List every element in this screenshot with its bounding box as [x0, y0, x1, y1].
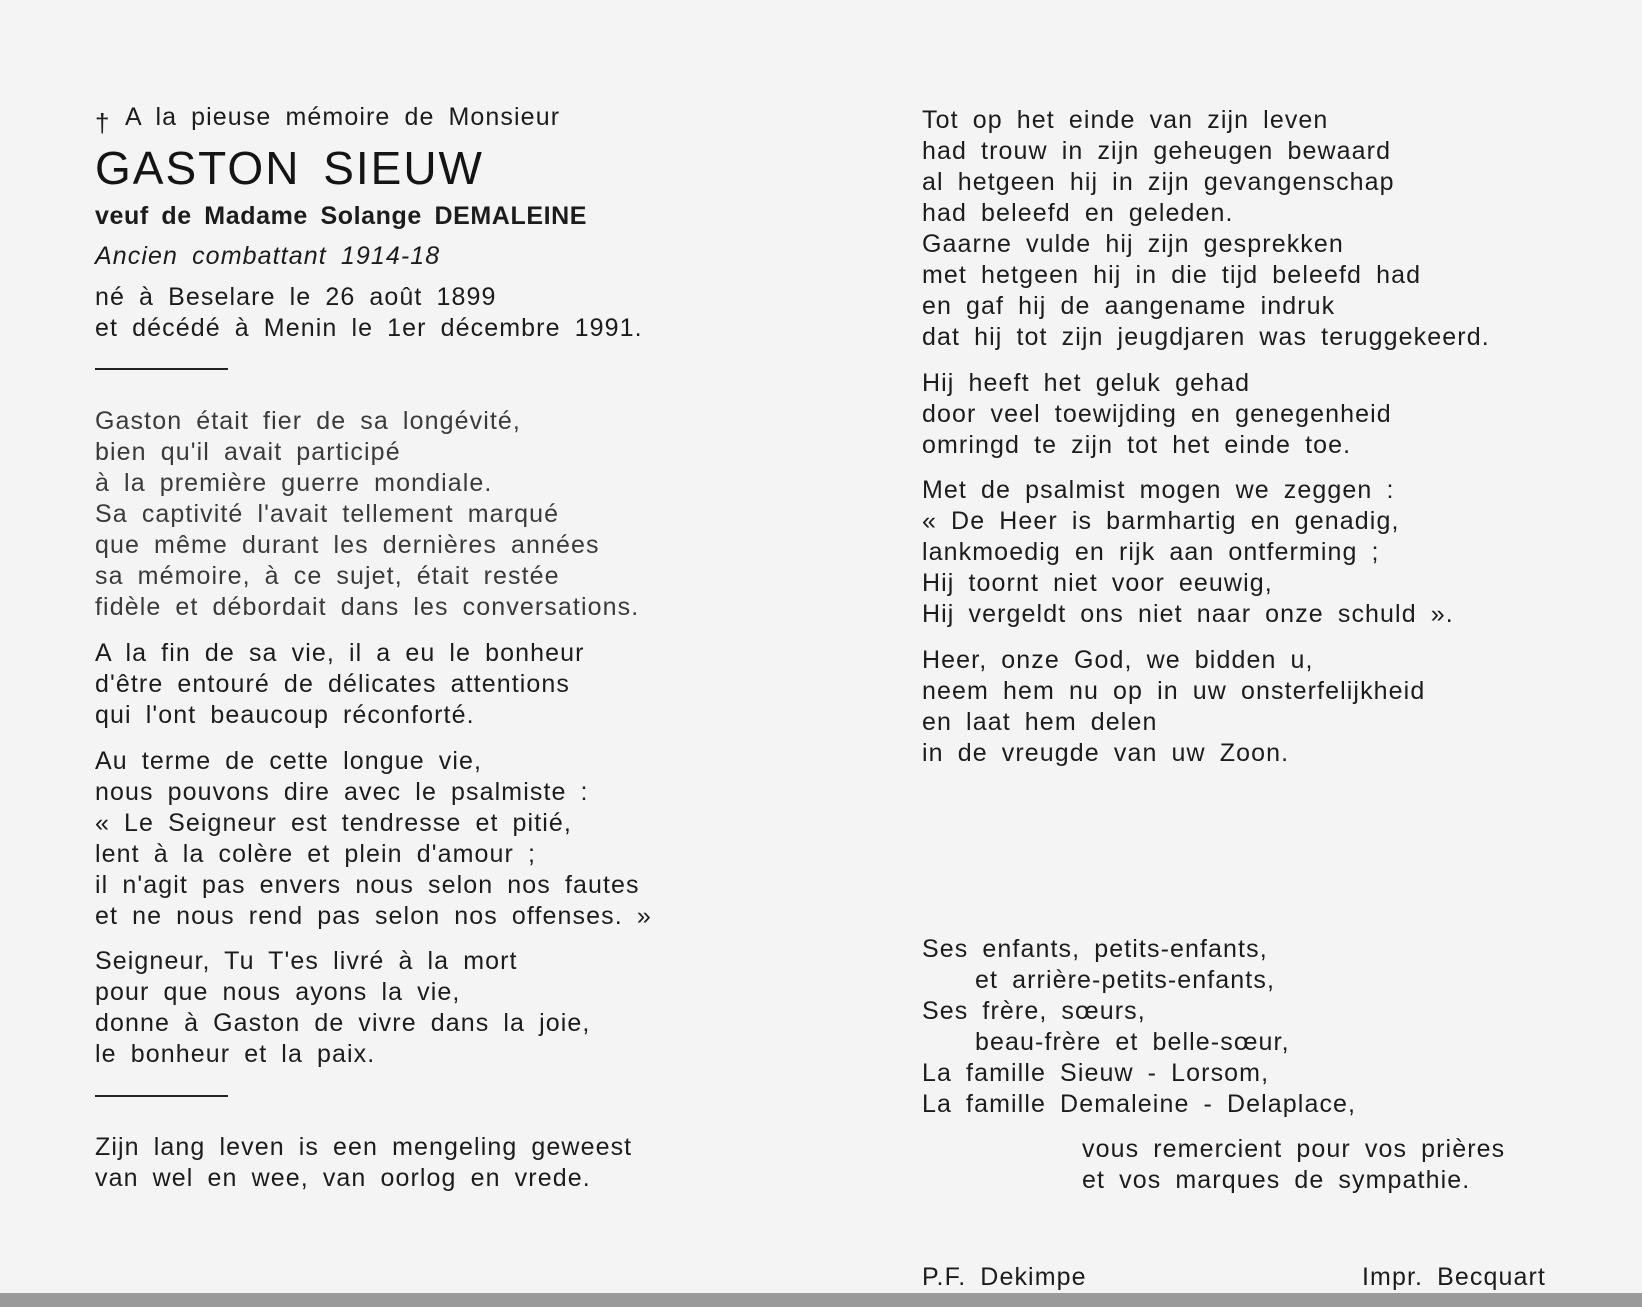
- author-credit: P.F. Dekimpe: [922, 1263, 1087, 1291]
- left-p2-line: A la fin de sa vie, il a eu le bonheur: [95, 639, 585, 667]
- right-p2-line: omringd te zijn tot het einde toe.: [922, 431, 1352, 459]
- right-p3-line: lankmoedig en rijk aan ontferming ;: [922, 538, 1380, 566]
- right-p4-line: en laat hem delen: [922, 708, 1158, 736]
- left-p3-line: lent à la colère et plein d'amour ;: [95, 840, 537, 868]
- left-p4-line: pour que nous ayons la vie,: [95, 978, 461, 1006]
- left-p1-line: fidèle et débordait dans les conversations.: [95, 593, 640, 621]
- family-line: La famille Sieuw - Lorsom,: [922, 1059, 1270, 1087]
- left-footer-line: van wel en wee, van oorlog en vrede.: [95, 1164, 591, 1192]
- deceased-name: GASTON SIEUW: [95, 142, 484, 194]
- divider-rule: [95, 1095, 228, 1097]
- family-line: beau-frère et belle-sœur,: [975, 1028, 1290, 1056]
- right-p3-line: Hij toornt niet voor eeuwig,: [922, 569, 1273, 597]
- right-p2-line: Hij heeft het geluk gehad: [922, 369, 1251, 397]
- left-p1-line: Gaston était fier de sa longévité,: [95, 407, 521, 435]
- cross-icon: †: [95, 108, 110, 138]
- right-p3-line: « De Heer is barmhartig en genadig,: [922, 507, 1400, 535]
- left-p2-line: qui l'ont beaucoup réconforté.: [95, 701, 475, 729]
- right-p1-line: dat hij tot zijn jeugdjaren was teruggekeerd.: [922, 323, 1490, 351]
- right-p1-line: al hetgeen hij in zijn gevangenschap: [922, 168, 1395, 196]
- left-p1-line: à la première guerre mondiale.: [95, 469, 493, 497]
- left-p3-line: « Le Seigneur est tendresse et pitié,: [95, 809, 572, 837]
- left-p4-line: le bonheur et la paix.: [95, 1040, 376, 1068]
- left-p1-line: bien qu'il avait participé: [95, 438, 401, 466]
- right-p1-line: Gaarne vulde hij zijn gesprekken: [922, 230, 1344, 258]
- divider-rule: [95, 368, 228, 370]
- right-p4-line: neem hem nu op in uw onsterfelijkheid: [922, 677, 1426, 705]
- left-footer-line: Zijn lang leven is een mengeling geweest: [95, 1133, 633, 1161]
- role-line: Ancien combattant 1914-18: [95, 242, 441, 270]
- left-p3-line: il n'agit pas envers nous selon nos fautes: [95, 871, 640, 899]
- death-line: et décédé à Menin le 1er décembre 1991.: [95, 314, 643, 342]
- right-p1-line: en gaf hij de aangename indruk: [922, 292, 1336, 320]
- right-p4-line: in de vreugde van uw Zoon.: [922, 739, 1290, 767]
- family-line: Ses frère, sœurs,: [922, 997, 1146, 1025]
- left-p1-line: sa mémoire, à ce sujet, était restée: [95, 562, 560, 590]
- right-p4-line: Heer, onze God, we bidden u,: [922, 646, 1314, 674]
- right-p3-line: Hij vergeldt ons niet naar onze schuld ».: [922, 600, 1454, 628]
- family-line: et arrière-petits-enfants,: [975, 966, 1275, 994]
- left-p1-line: que même durant les dernières années: [95, 531, 600, 559]
- right-p2-line: door veel toewijding en genegenheid: [922, 400, 1392, 428]
- printer-credit: Impr. Becquart: [1362, 1263, 1546, 1291]
- left-p3-line: et ne nous rend pas selon nos offenses. »: [95, 902, 652, 930]
- right-p1-line: had beleefd en geleden.: [922, 199, 1234, 227]
- left-p1-line: Sa captivité l'avait tellement marqué: [95, 500, 560, 528]
- left-p4-line: Seigneur, Tu T'es livré à la mort: [95, 947, 518, 975]
- intro-text: A la pieuse mémoire de Monsieur: [125, 103, 561, 131]
- family-line: La famille Demaleine - Delaplace,: [922, 1090, 1357, 1118]
- family-line: Ses enfants, petits-enfants,: [922, 935, 1268, 963]
- right-p1-line: met hetgeen hij in die tijd beleefd had: [922, 261, 1422, 289]
- thanks-line: vous remercient pour vos prières: [1082, 1135, 1506, 1163]
- right-p1-line: had trouw in zijn geheugen bewaard: [922, 137, 1392, 165]
- left-p3-line: Au terme de cette longue vie,: [95, 747, 483, 775]
- left-p2-line: d'être entouré de délicates attentions: [95, 670, 571, 698]
- right-p3-line: Met de psalmist mogen we zeggen :: [922, 476, 1395, 504]
- thanks-line: et vos marques de sympathie.: [1082, 1166, 1471, 1194]
- right-p1-line: Tot op het einde van zijn leven: [922, 106, 1329, 134]
- widower-line: veuf de Madame Solange DEMALEINE: [95, 202, 588, 230]
- birth-line: né à Beselare le 26 août 1899: [95, 283, 497, 311]
- left-p3-line: nous pouvons dire avec le psalmiste :: [95, 778, 589, 806]
- left-p4-line: donne à Gaston de vivre dans la joie,: [95, 1009, 591, 1037]
